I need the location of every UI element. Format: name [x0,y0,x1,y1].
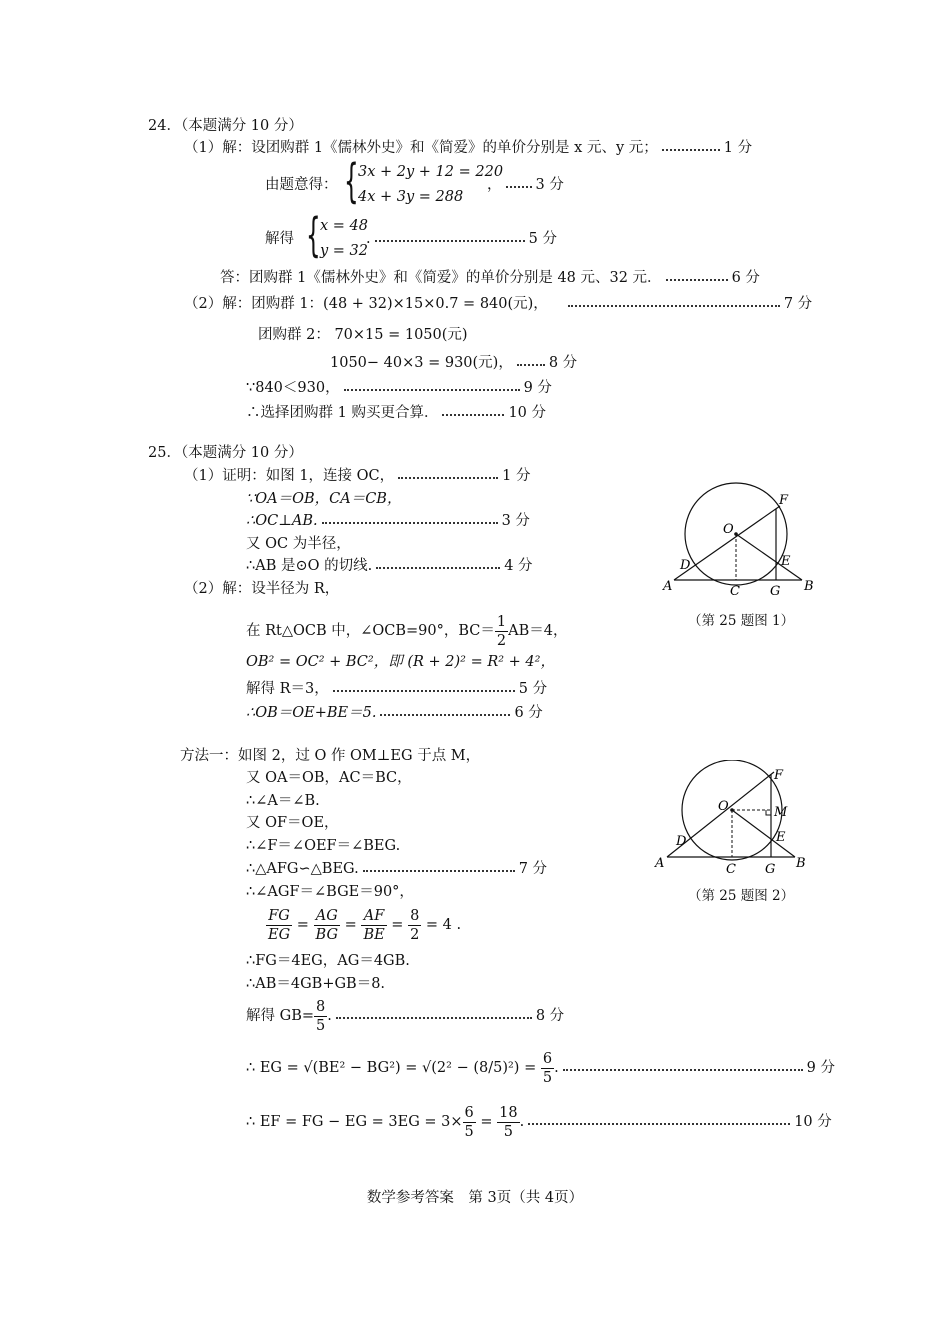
label-G2: G [765,862,776,877]
m9: ∴FG＝4EG，AG＝4GB. [246,953,410,969]
score5-line: . 5 分 [366,231,557,247]
m1: 方法一：如图 2，过 O 作 OM⊥EG 于点 M， [180,748,481,764]
m5: ∴∠F＝∠OEF＝∠BEG. [246,838,401,854]
group2-b: 1050− 40×3 = 930(元)， 8 分 [330,355,578,371]
q24-header: 24．（本题满分 10 分） [148,118,303,134]
figure-1 [650,476,820,606]
page-footer: 数学参考答案 第 3页（共 4页） [366,1190,584,1206]
m6: ∴△AFG∽△BEG. 7 分 [246,861,548,877]
q25-l6: （2）解：设半径为 R， [184,581,340,597]
label-D2: D [676,834,687,849]
label-F2: F [774,768,784,783]
q25-header: 25．（本题满分 10 分） [148,445,303,461]
label-G: G [770,584,781,599]
q25-l7: 在 Rt△OCB 中，∠OCB=90°，BC＝ $\frac{1}{2}$ AB＝4， [246,613,568,649]
figure-2 [650,760,820,880]
q25-l2: ∵OA＝OB，CA＝CB， [246,491,402,507]
q24-answer: 答：团购群 1《儒林外史》和《简爱》的单价分别是 48 元、32 元． 6 分 [220,270,760,286]
m10: ∴AB＝4GB+GB＝8. [246,976,386,992]
label-F: F [779,493,789,508]
label-B2: B [796,856,806,871]
q25-l8: OB² = OC² + BC²，即 (R + 2)² = R² + 4²， [246,654,555,670]
sol1: x = 48 [320,218,368,234]
conclusion: ∴选择团购群 1 购买更合算． 10 分 [246,405,547,421]
q25-l3: ∴OC⊥AB. 3 分 [246,513,530,529]
label-M2: M [774,805,788,820]
group2-a: 团购群 2： 70×15 = 1050(元) [258,327,468,343]
label-A2: A [655,856,665,871]
label-B: B [804,579,814,594]
label-E: E [781,554,791,569]
q25-l5: ∴AB 是⊙O 的切线. 4 分 [246,558,533,574]
m2: 又 OA＝OB，AC＝BC， [246,770,412,786]
m8: $\frac{FG}{EG}$ = $\frac{AG}{BG}$ = $\frac{AF}{BE}$ = $\frac{8}{2}$ = 4 . [268,907,462,943]
m13: ∴ EF = FG − EG = 3EG = 3× $\frac{6}{5}$ = $\frac{18}{5}$ . 10 分 [246,1104,832,1140]
label-E2: E [776,830,786,845]
m4: 又 OF＝OE， [246,815,339,831]
q25-l9: 解得 R＝3， 5 分 [246,681,548,697]
compare: ∵840＜930， 9 分 [246,380,552,396]
label-A: A [663,579,673,594]
solve-label: 解得 [265,231,294,247]
fig2-caption: （第 25 题图 2） [688,888,795,904]
label-O2: O [718,799,729,814]
eq2: 4x + 3y = 288 [358,189,464,205]
label-O: O [723,522,734,537]
score3-line: ， 3 分 [487,177,564,193]
label-C: C [730,584,740,599]
q24-p1-intro: （1）解：设团购群 1《儒林外史》和《简爱》的单价分别是 x 元、y 元； 1 分 [184,140,753,156]
q25-l10: ∴OB＝OE+BE＝5. 6 分 [246,705,543,721]
m11: 解得 GB= $\frac{8}{5}$ . 8 分 [246,998,565,1034]
eq1: 3x + 2y + 12 = 220 [358,164,504,180]
q25-l1: （1）证明：如图 1，连接 OC， 1 分 [184,468,531,484]
system-label: 由题意得： [265,177,338,193]
m7: ∴∠AGF＝∠BGE＝90°， [246,884,414,900]
q25-l4: 又 OC 为半径， [246,536,351,552]
m12: ∴ EG = √(BE² − BG²) = √(2² − (8/5)²) = $\frac{6}{5}$ . 9 分 [246,1050,836,1086]
label-D: D [680,558,691,573]
fig1-caption: （第 25 题图 1） [688,613,795,629]
label-C2: C [726,862,736,877]
m3: ∴∠A＝∠B. [246,793,320,809]
sol2: y = 32 [320,243,369,259]
brace-1: { [344,154,359,208]
q24-p2: （2）解：团购群 1：(48 + 32)×15×0.7 = 840(元)， 7 分 [184,296,813,312]
brace-2: { [306,208,321,262]
